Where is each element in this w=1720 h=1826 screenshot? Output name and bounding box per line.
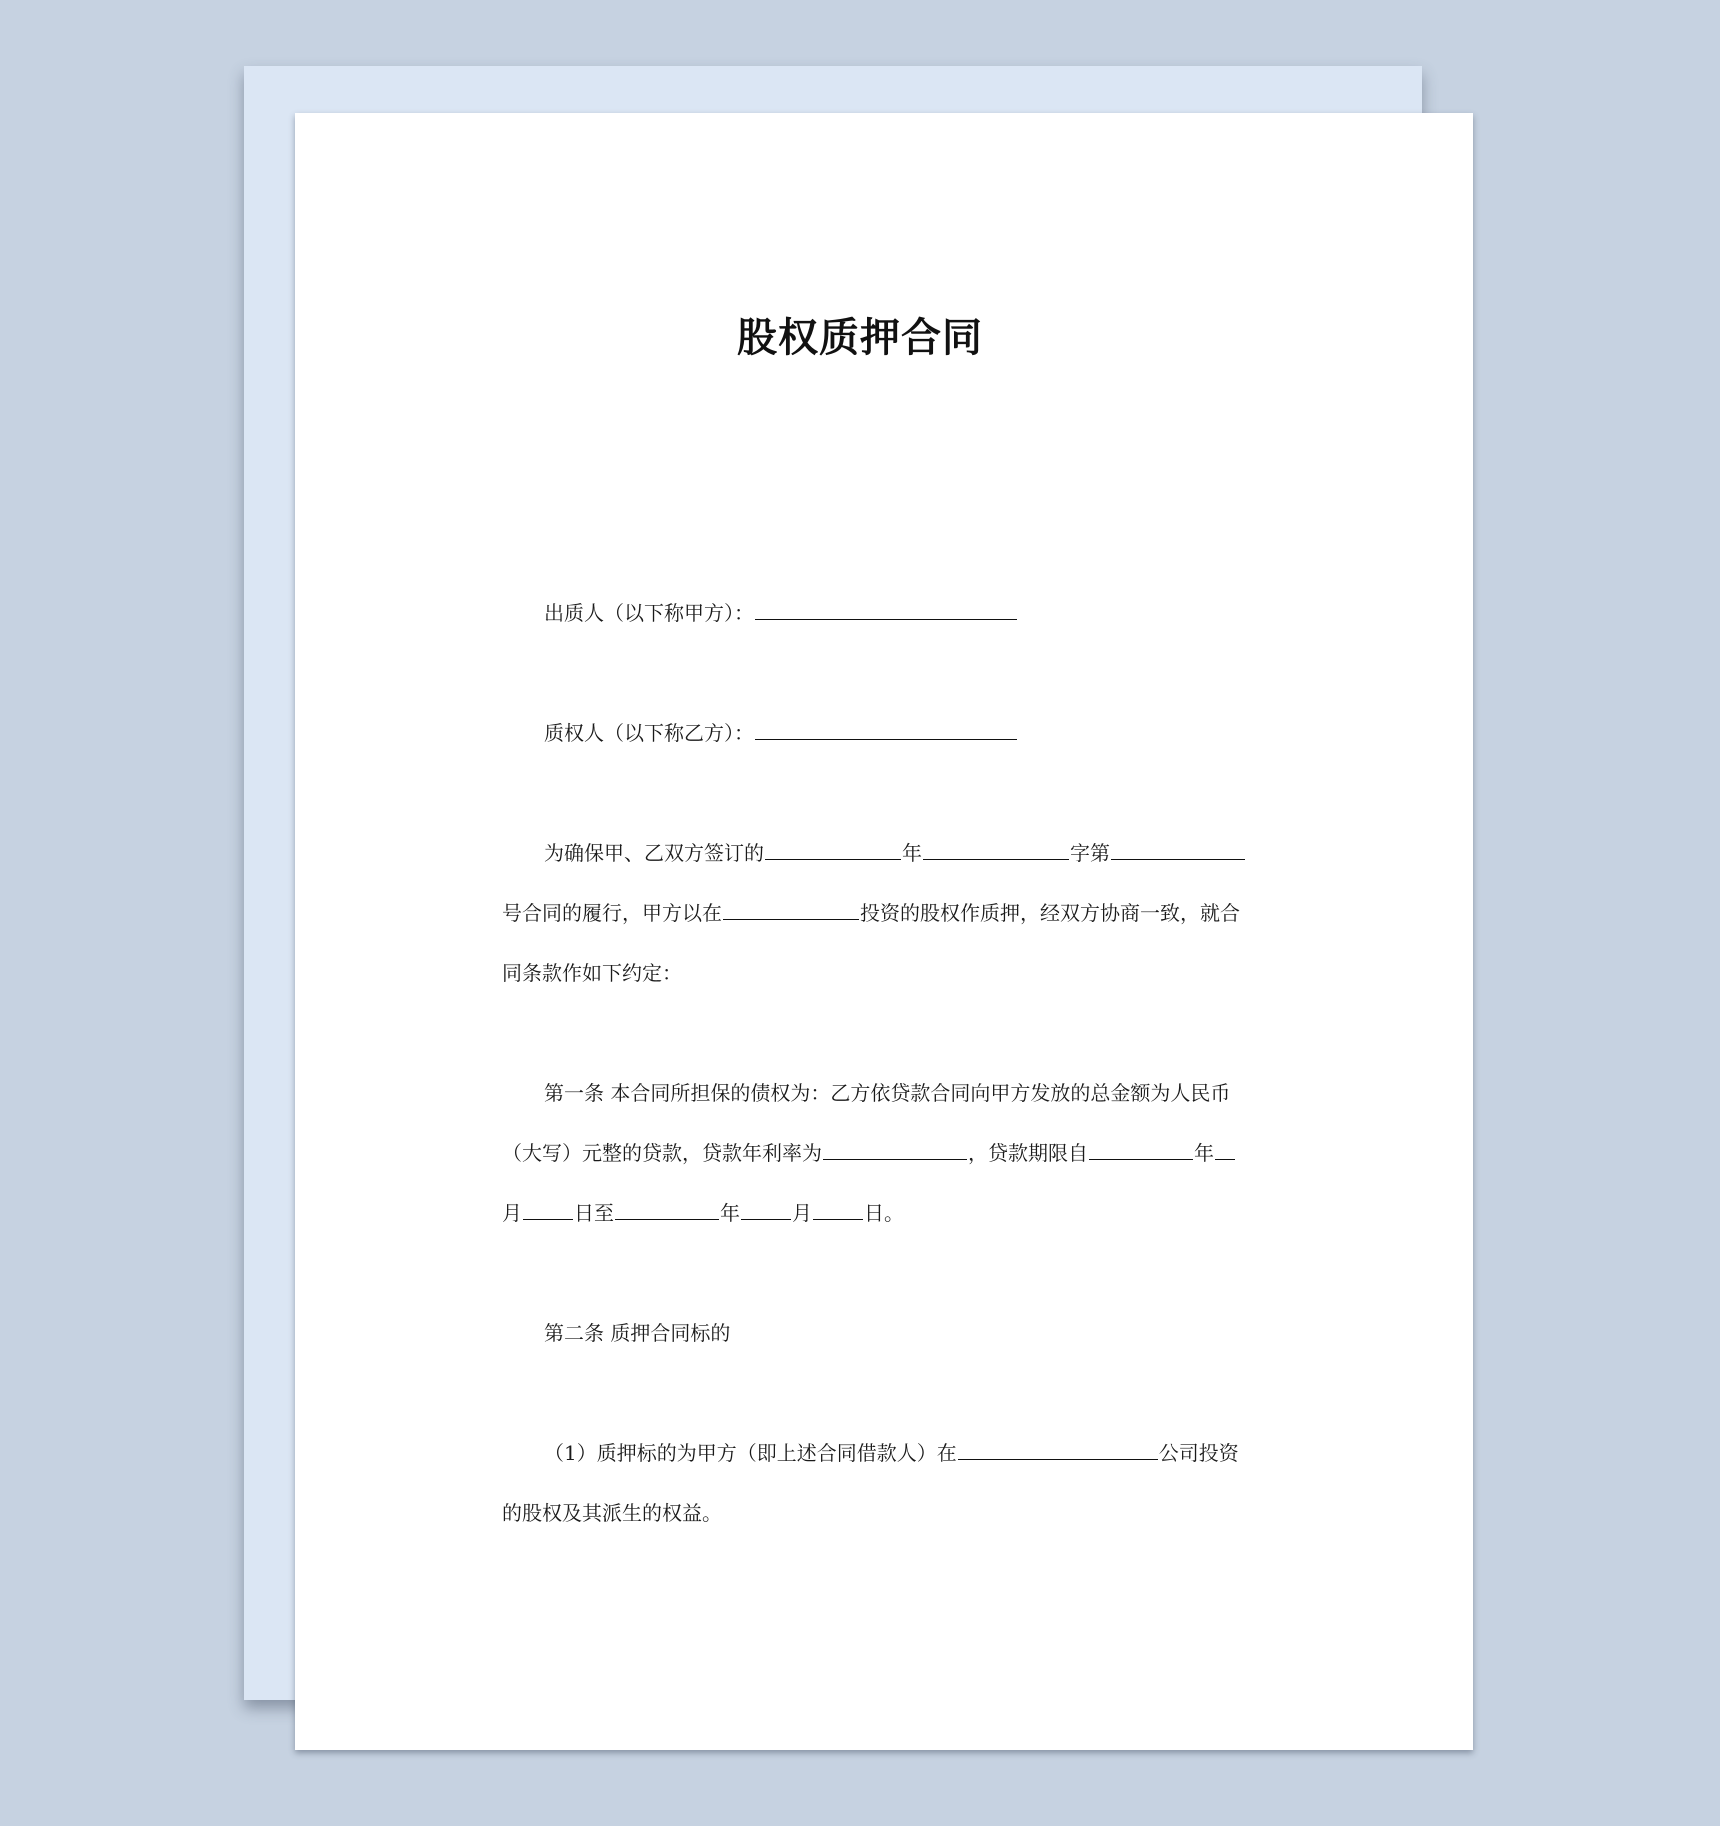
start-year-blank[interactable]	[1089, 1141, 1193, 1160]
end-month-blank[interactable]	[741, 1201, 791, 1220]
pledged-company-blank[interactable]	[958, 1441, 1158, 1460]
preamble-line-2	[502, 899, 1240, 927]
article2-text: （1）质押标的为甲方（即上述合同借款人）在	[544, 1441, 957, 1465]
article1-line-2	[502, 1139, 1236, 1167]
interest-rate-blank[interactable]	[823, 1141, 967, 1160]
article1-line-3	[502, 1199, 904, 1227]
article1-text: 月	[792, 1201, 812, 1225]
article1-text: 日。	[864, 1201, 904, 1225]
article2-text: 公司投资	[1158, 1441, 1239, 1465]
article2-item1-line-1	[544, 1439, 1239, 1467]
article2-heading	[544, 1319, 730, 1347]
contract-word-blank[interactable]	[923, 841, 1069, 860]
article1-line-1	[544, 1079, 1230, 1107]
invested-company-blank[interactable]	[723, 901, 859, 920]
pledgee-label: 质权人（以下称乙方）：	[544, 721, 754, 745]
contract-number-blank[interactable]	[1111, 841, 1245, 860]
preamble-text: 同条款作如下约定：	[502, 961, 682, 985]
article1-text: （大写）元整的贷款，贷款年利率为	[502, 1141, 822, 1165]
contract-year-blank[interactable]	[765, 841, 901, 860]
preamble-text: 年	[902, 841, 922, 865]
preamble-text: 为确保甲、乙双方签订的	[544, 841, 764, 865]
start-day-blank[interactable]	[523, 1201, 573, 1220]
pledgor-blank[interactable]	[755, 601, 1017, 620]
pledgor-line	[544, 599, 1018, 627]
article1-text: 年	[720, 1201, 740, 1225]
pledgee-line	[544, 719, 1018, 747]
preamble-line-1	[544, 839, 1246, 867]
end-year-blank[interactable]	[615, 1201, 719, 1220]
preamble-text: 字第	[1070, 841, 1110, 865]
start-month-blank[interactable]	[1215, 1141, 1235, 1160]
article1-text: 日至	[574, 1201, 614, 1225]
preamble-line-3	[502, 959, 682, 987]
preamble-text: 号合同的履行，甲方以在	[502, 901, 722, 925]
pledgor-label: 出质人（以下称甲方）：	[544, 601, 754, 625]
pledgee-blank[interactable]	[755, 721, 1017, 740]
article1-text: 月	[502, 1201, 522, 1225]
article2-text: 的股权及其派生的权益。	[502, 1501, 722, 1525]
document-title: 股权质押合同	[737, 315, 983, 361]
article2-heading-text: 第二条 质押合同标的	[544, 1321, 731, 1345]
article1-text: 第一条 本合同所担保的债权为：乙方依贷款合同向甲方发放的总金额为人民币	[544, 1081, 1231, 1105]
article1-text: ，贷款期限自	[968, 1141, 1088, 1165]
preamble-text: 投资的股权作质押，经双方协商一致，就合	[860, 901, 1240, 925]
article2-item1-line-2	[502, 1499, 722, 1527]
article1-text: 年	[1194, 1141, 1214, 1165]
end-day-blank[interactable]	[813, 1201, 863, 1220]
